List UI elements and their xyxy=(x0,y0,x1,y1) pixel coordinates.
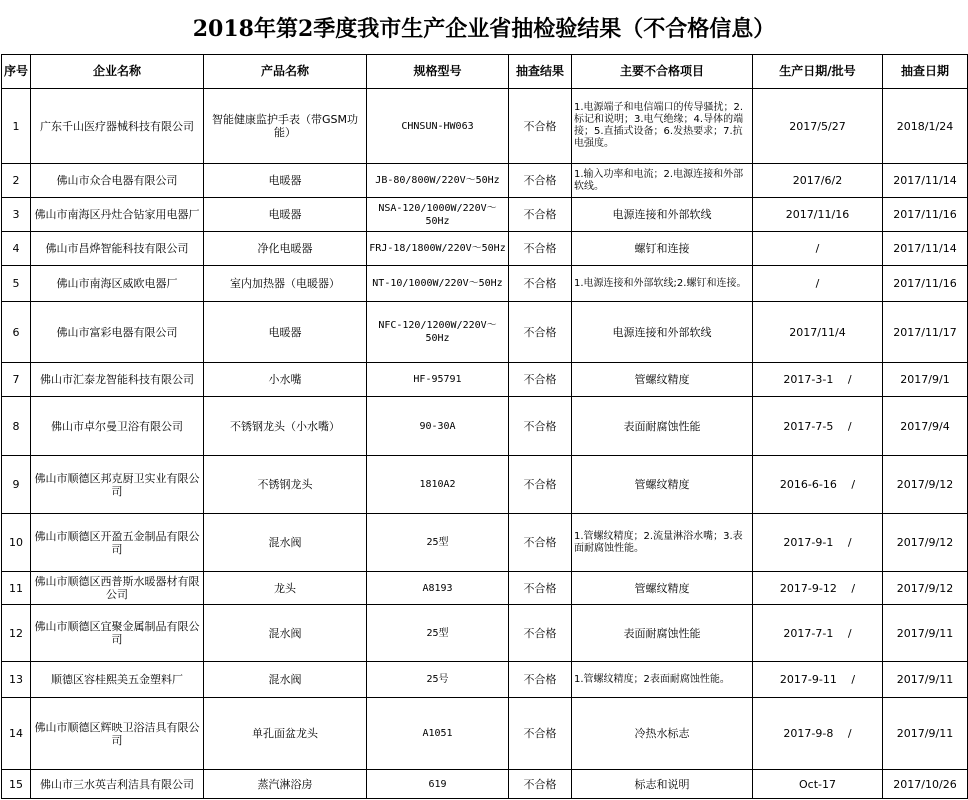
cell-batch: 2017-7-1 / xyxy=(753,605,883,662)
cell-date: 2017/9/11 xyxy=(883,605,968,662)
cell-items: 电源连接和外部软线 xyxy=(572,198,753,232)
cell-product: 净化电暖器 xyxy=(204,232,367,266)
table-row xyxy=(2,456,968,514)
inspection-table xyxy=(1,54,968,799)
cell-items: 表面耐腐蚀性能 xyxy=(572,397,753,456)
table-row xyxy=(2,198,968,232)
cell-no: 9 xyxy=(2,456,31,514)
cell-no: 4 xyxy=(2,232,31,266)
cell-company: 佛山市三水英吉利洁具有限公司 xyxy=(31,770,204,799)
cell-product: 室内加热器（电暖器） xyxy=(204,266,367,302)
cell-company: 佛山市卓尔曼卫浴有限公司 xyxy=(31,397,204,456)
cell-product: 智能健康监护手表（带GSM功能） xyxy=(204,89,367,164)
cell-result: 不合格 xyxy=(509,397,572,456)
cell-model: NSA-120/1000W/220V～50Hz xyxy=(367,198,509,232)
cell-no: 1 xyxy=(2,89,31,164)
cell-model: JB-80/800W/220V～50Hz xyxy=(367,164,509,198)
cell-model: 25型 xyxy=(367,605,509,662)
cell-product: 混水阀 xyxy=(204,514,367,572)
cell-result: 不合格 xyxy=(509,363,572,397)
cell-result: 不合格 xyxy=(509,662,572,698)
cell-date: 2018/1/24 xyxy=(883,89,968,164)
cell-batch: 2017-9-11 / xyxy=(753,662,883,698)
cell-no: 8 xyxy=(2,397,31,456)
cell-no: 3 xyxy=(2,198,31,232)
cell-date: 2017/11/16 xyxy=(883,198,968,232)
cell-batch: Oct-17 xyxy=(753,770,883,799)
cell-batch: / xyxy=(753,266,883,302)
cell-items: 1.管螺纹精度；2表面耐腐蚀性能。 xyxy=(572,662,753,698)
table-row xyxy=(2,698,968,770)
cell-date: 2017/11/17 xyxy=(883,302,968,363)
header-no: 序号 xyxy=(2,55,31,89)
cell-date: 2017/9/11 xyxy=(883,698,968,770)
cell-date: 2017/11/16 xyxy=(883,266,968,302)
cell-no: 12 xyxy=(2,605,31,662)
cell-result: 不合格 xyxy=(509,572,572,605)
cell-no: 11 xyxy=(2,572,31,605)
cell-company: 广东千山医疗器械科技有限公司 xyxy=(31,89,204,164)
cell-no: 13 xyxy=(2,662,31,698)
cell-model: NT-10/1000W/220V～50Hz xyxy=(367,266,509,302)
table-row xyxy=(2,363,968,397)
cell-model: HF-95791 xyxy=(367,363,509,397)
cell-model: 25号 xyxy=(367,662,509,698)
cell-date: 2017/9/12 xyxy=(883,514,968,572)
cell-date: 2017/9/1 xyxy=(883,363,968,397)
cell-batch: 2017/11/4 xyxy=(753,302,883,363)
cell-items: 1.管螺纹精度；2.流量淋浴水嘴；3.表面耐腐蚀性能。 xyxy=(572,514,753,572)
table-row xyxy=(2,605,968,662)
header-items: 主要不合格项目 xyxy=(572,55,753,89)
cell-company: 佛山市顺德区西普斯水暖器材有限公司 xyxy=(31,572,204,605)
cell-date: 2017/10/26 xyxy=(883,770,968,799)
cell-date: 2017/9/12 xyxy=(883,456,968,514)
table-row xyxy=(2,662,968,698)
cell-date: 2017/9/12 xyxy=(883,572,968,605)
cell-items: 标志和说明 xyxy=(572,770,753,799)
table-row xyxy=(2,232,968,266)
cell-model: 1810A2 xyxy=(367,456,509,514)
cell-batch: 2017-9-1 / xyxy=(753,514,883,572)
cell-company: 佛山市顺德区辉映卫浴洁具有限公司 xyxy=(31,698,204,770)
cell-batch: 2017-3-1 / xyxy=(753,363,883,397)
cell-product: 龙头 xyxy=(204,572,367,605)
cell-batch: 2017-9-12 / xyxy=(753,572,883,605)
cell-date: 2017/9/11 xyxy=(883,662,968,698)
cell-company: 佛山市顺德区邦克厨卫实业有限公司 xyxy=(31,456,204,514)
table-row xyxy=(2,164,968,198)
cell-company: 佛山市南海区丹灶合钻家用电器厂 xyxy=(31,198,204,232)
cell-company: 顺德区容桂熙美五金塑料厂 xyxy=(31,662,204,698)
header-batch: 生产日期/批号 xyxy=(753,55,883,89)
cell-items: 1.电源连接和外部软线;2.螺钉和连接。 xyxy=(572,266,753,302)
cell-company: 佛山市顺德区宜聚金属制品有限公司 xyxy=(31,605,204,662)
cell-model: CHNSUN-HW063 xyxy=(367,89,509,164)
cell-no: 6 xyxy=(2,302,31,363)
cell-result: 不合格 xyxy=(509,514,572,572)
cell-company: 佛山市汇泰龙智能科技有限公司 xyxy=(31,363,204,397)
cell-result: 不合格 xyxy=(509,266,572,302)
cell-product: 混水阀 xyxy=(204,662,367,698)
cell-result: 不合格 xyxy=(509,89,572,164)
cell-product: 混水阀 xyxy=(204,605,367,662)
cell-company: 佛山市昌烨智能科技有限公司 xyxy=(31,232,204,266)
cell-result: 不合格 xyxy=(509,198,572,232)
cell-model: A8193 xyxy=(367,572,509,605)
cell-no: 5 xyxy=(2,266,31,302)
cell-no: 2 xyxy=(2,164,31,198)
cell-product: 不锈钢龙头 xyxy=(204,456,367,514)
cell-product: 电暖器 xyxy=(204,302,367,363)
header-product: 产品名称 xyxy=(204,55,367,89)
cell-company: 佛山市富彩电器有限公司 xyxy=(31,302,204,363)
table-row xyxy=(2,572,968,605)
cell-model: 90-30A xyxy=(367,397,509,456)
cell-date: 2017/11/14 xyxy=(883,232,968,266)
table-row xyxy=(2,514,968,572)
cell-company: 佛山市南海区威欧电器厂 xyxy=(31,266,204,302)
cell-result: 不合格 xyxy=(509,456,572,514)
cell-result: 不合格 xyxy=(509,605,572,662)
cell-product: 电暖器 xyxy=(204,198,367,232)
header-result: 抽查结果 xyxy=(509,55,572,89)
cell-items: 螺钉和连接 xyxy=(572,232,753,266)
cell-items: 管螺纹精度 xyxy=(572,456,753,514)
table-row xyxy=(2,302,968,363)
cell-batch: / xyxy=(753,232,883,266)
cell-product: 电暖器 xyxy=(204,164,367,198)
cell-batch: 2017/6/2 xyxy=(753,164,883,198)
cell-date: 2017/11/14 xyxy=(883,164,968,198)
cell-model: 25型 xyxy=(367,514,509,572)
page-title: 2018年第2季度我市生产企业省抽检验结果（不合格信息） xyxy=(192,16,776,42)
cell-batch: 2017/11/16 xyxy=(753,198,883,232)
cell-model: 619 xyxy=(367,770,509,799)
cell-product: 蒸汽淋浴房 xyxy=(204,770,367,799)
cell-date: 2017/9/4 xyxy=(883,397,968,456)
cell-batch: 2017-9-8 / xyxy=(753,698,883,770)
cell-batch: 2017/5/27 xyxy=(753,89,883,164)
cell-company: 佛山市众合电器有限公司 xyxy=(31,164,204,198)
table-row xyxy=(2,89,968,164)
cell-items: 1.电源端子和电信端口的传导骚扰；2.标记和说明；3.电气绝缘；4.导体的端接；5.直插式设备；6.发热要求；7.抗电强度。 xyxy=(572,89,753,164)
cell-result: 不合格 xyxy=(509,302,572,363)
cell-model: A1051 xyxy=(367,698,509,770)
cell-no: 14 xyxy=(2,698,31,770)
cell-no: 10 xyxy=(2,514,31,572)
cell-model: FRJ-18/1800W/220V～50Hz xyxy=(367,232,509,266)
table-row xyxy=(2,397,968,456)
table-row xyxy=(2,770,968,799)
cell-items: 管螺纹精度 xyxy=(572,572,753,605)
cell-no: 15 xyxy=(2,770,31,799)
cell-product: 不锈钢龙头（小水嘴） xyxy=(204,397,367,456)
cell-items: 管螺纹精度 xyxy=(572,363,753,397)
cell-batch: 2017-7-5 / xyxy=(753,397,883,456)
cell-items: 1.输入功率和电流；2.电源连接和外部软线。 xyxy=(572,164,753,198)
cell-company: 佛山市顺德区开盈五金制品有限公司 xyxy=(31,514,204,572)
cell-no: 7 xyxy=(2,363,31,397)
cell-product: 小水嘴 xyxy=(204,363,367,397)
cell-product: 单孔面盆龙头 xyxy=(204,698,367,770)
header-model: 规格型号 xyxy=(367,55,509,89)
cell-result: 不合格 xyxy=(509,232,572,266)
table-row xyxy=(2,266,968,302)
cell-result: 不合格 xyxy=(509,698,572,770)
header-date: 抽查日期 xyxy=(883,55,968,89)
cell-result: 不合格 xyxy=(509,770,572,799)
cell-items: 冷热水标志 xyxy=(572,698,753,770)
cell-batch: 2016-6-16 / xyxy=(753,456,883,514)
cell-result: 不合格 xyxy=(509,164,572,198)
cell-items: 电源连接和外部软线 xyxy=(572,302,753,363)
header-row xyxy=(2,55,968,89)
cell-items: 表面耐腐蚀性能 xyxy=(572,605,753,662)
cell-model: NFC-120/1200W/220V～50Hz xyxy=(367,302,509,363)
header-company: 企业名称 xyxy=(31,55,204,89)
